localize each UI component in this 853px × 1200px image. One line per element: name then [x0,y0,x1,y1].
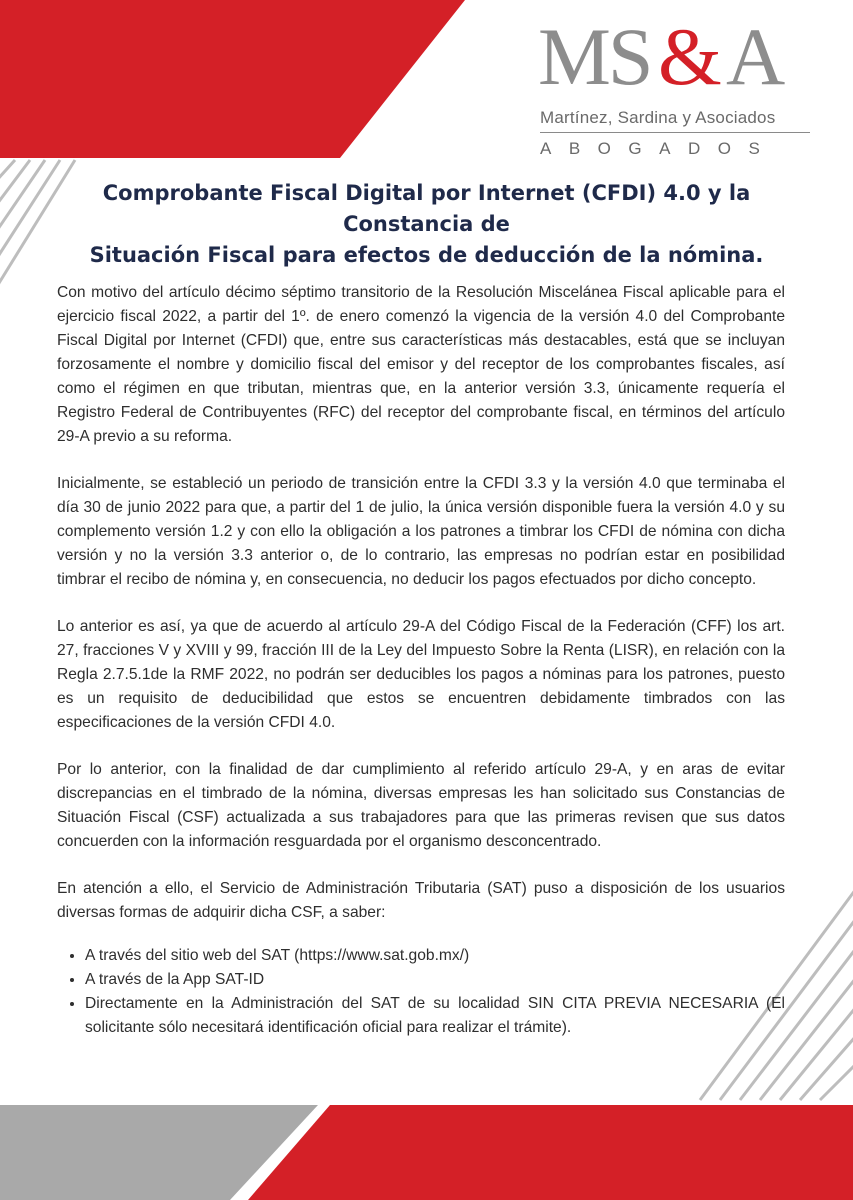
options-list [57,944,785,1040]
document-body [57,281,785,1040]
paragraph-2: Inicialmente, se estableció un periodo de transición entre la CFDI 3.3 y la versión 4.0 que terminaba el día 30 de junio 2022 para que, a partir del 1 de julio, la única versión disponible fuera la versión 4.0 y su complemento versión 1.2 y con ello la obligación a los patrones a timbrar los CFDI de nómina con dicha versión y no la versión 3.3 anterior o, de lo contrario, las empresas no podrían estar en posibilidad timbrar el recibo de nómina y, en consecuencia, no deducir los pagos efectuados por dicho concepto. [57,475,785,588]
paragraph-5: En atención a ello, el Servicio de Administración Tributaria (SAT) puso a disposición de los usuarios diversas formas de adquirir dicha CSF, a saber: [57,880,785,921]
title-line-1: Comprobante Fiscal Digital por Internet (CFDI) 4.0 y la [102,181,751,205]
svg-text:A: A [726,14,786,102]
svg-text:&: & [658,14,722,102]
top-red-band [0,0,465,158]
svg-text:MS: MS [538,14,651,102]
paragraph-4: Por lo anterior, con la finalidad de dar cumplimiento al referido artículo 29-A, y en aras de evitar discrepancias en el timbrado de la nómina, diversas empresas les han solicitado sus Constancias de Situación Fiscal (CSF) actualizada a sus trabajadores para que las primeras revisen que sus datos concuerden con la información resguardada por el organismo desconcentrado. [57,761,785,850]
logo-divider [540,132,810,133]
title-line-3: Situación Fiscal para efectos de deducción de la nómina. [89,243,764,267]
list-item: • A través de la App SAT-ID [85,968,785,992]
logo-subtitle: Martínez, Sardina y Asociados [540,108,776,127]
paragraph-1: Con motivo del artículo décimo séptimo transitorio de la Resolución Miscelánea Fiscal aplicable para el ejercicio fiscal 2022, a partir del 1º. de enero comenzó la vigencia de la versión 4.0 del Comprobante Fiscal Digital por Internet (CFDI) que, entre sus características más destacables, está que se incluyan forzosamente el nombre y domicilio fiscal del emisor y del receptor de los comprobantes fiscales, así como el régimen en que tributan, mientras que, en la anterior versión 3.3, únicamente requería el Registro Federal de Contribuyentes (RFC) del receptor del comprobante fiscal, en términos del artículo 29-A previo a su reforma. [57,284,785,445]
logo-tagline: ABOGADOS [540,139,778,158]
list-item: • Directamente en la Administración del SAT de su localidad SIN CITA PREVIA NECESARIA (El solicitante sólo necesitará identificación oficial para realizar el trámite). [85,992,785,1040]
bottom-red-band [248,1105,853,1200]
title-line-2: Constancia de [343,212,510,236]
list-item: • A través del sitio web del SAT (https://www.sat.gob.mx/) [85,944,785,968]
document-title [60,178,793,271]
logo-mark [538,14,813,104]
paragraph-3: Lo anterior es así, ya que de acuerdo al artículo 29-A del Código Fiscal de la Federación (CFF) los art. 27, fracciones V y XVIII y 99, fracción III de la Ley del Impuesto Sobre la Renta (LISR), en relación con la Regla 2.7.5.1de la RMF 2022, no podrán ser deducibles los pagos a nóminas para los patrones, puesto es un requisito de deducibilidad que estos se encuentren debidamente timbrados con las especificaciones de la versión CFDI 4.0. [57,618,785,731]
company-logo [538,14,813,158]
